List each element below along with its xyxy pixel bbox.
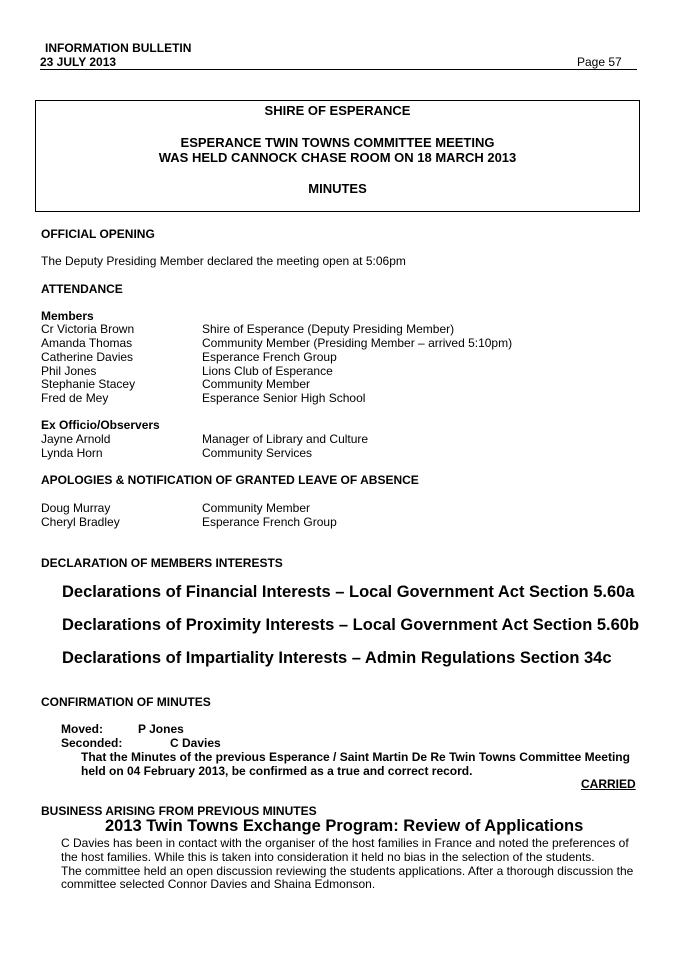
opening-text: The Deputy Presiding Member declared the meeting open at 5:06pm	[41, 254, 406, 268]
page-number: Page 57	[577, 55, 622, 69]
member-name: Cr Victoria Brown	[41, 322, 135, 336]
member-row	[41, 336, 641, 350]
observer-name: Lynda Horn	[41, 446, 103, 460]
resolution-line2: held on 04 February 2013, be confirmed as a true and correct record.	[81, 764, 473, 778]
financial-interests-heading: Declarations of Financial Interests – Local Government Act Section 5.60a	[62, 583, 635, 601]
apology-role: Community Member	[202, 501, 311, 515]
observer-name: Jayne Arnold	[41, 432, 111, 446]
member-role: Community Member (Presiding Member – arrived 5:10pm)	[202, 336, 513, 350]
member-name: Catherine Davies	[41, 350, 134, 364]
header-rule	[40, 69, 637, 70]
proximity-interests-heading: Declarations of Proximity Interests – Local Government Act Section 5.60b	[62, 616, 640, 634]
meeting-title-line2: WAS HELD CANNOCK CHASE ROOM ON 18 MARCH 2013	[158, 150, 517, 165]
observers-heading: Ex Officio/Observers	[41, 418, 160, 432]
member-role: Esperance Senior High School	[202, 391, 366, 405]
meeting-title-line1: ESPERANCE TWIN TOWNS COMMITTEE MEETING	[180, 135, 495, 150]
bulletin-date: 23 JULY 2013	[40, 55, 117, 69]
organisation-name: SHIRE OF ESPERANCE	[264, 103, 411, 118]
member-row	[41, 377, 641, 391]
member-name: Phil Jones	[41, 364, 97, 378]
observer-row	[41, 432, 641, 446]
impartiality-interests-heading: Declarations of Impartiality Interests – Admin Regulations Section 34c	[62, 649, 612, 667]
member-row	[41, 364, 641, 378]
apology-role: Esperance French Group	[202, 515, 337, 529]
carried-result: CARRIED	[581, 777, 636, 791]
member-name: Amanda Thomas	[41, 336, 133, 350]
member-role: Community Member	[202, 377, 311, 391]
business-line1: C Davies has been in contact with the organiser of the host families in France and noted the preferences of	[61, 836, 629, 850]
seconded-label: Seconded:	[61, 736, 123, 750]
business-subheading: 2013 Twin Towns Exchange Program: Review of Applications	[105, 817, 584, 835]
apology-name: Doug Murray	[41, 501, 111, 515]
business-line4: committee selected Connor Davies and Shaina Edmonson.	[61, 877, 376, 891]
apology-row	[41, 515, 641, 529]
member-row	[41, 350, 641, 364]
apologies-heading: APOLOGIES & NOTIFICATION OF GRANTED LEAVE OF ABSENCE	[41, 473, 419, 487]
seconded-by: C Davies	[170, 736, 221, 750]
member-row	[41, 322, 641, 336]
moved-by: P Jones	[138, 722, 184, 736]
minutes-title: MINUTES	[308, 181, 367, 196]
observer-role: Manager of Library and Culture	[202, 432, 369, 446]
observer-role: Community Services	[202, 446, 313, 460]
resolution-line1: That the Minutes of the previous Esperance / Saint Martin De Re Twin Towns Committee Meeting	[81, 750, 630, 764]
title-box	[35, 100, 640, 212]
apology-row	[41, 501, 641, 515]
opening-heading: OFFICIAL OPENING	[41, 227, 155, 241]
attendance-heading: ATTENDANCE	[41, 282, 123, 296]
member-name: Fred de Mey	[41, 391, 109, 405]
member-row	[41, 391, 641, 405]
confirmation-heading: CONFIRMATION OF MINUTES	[41, 695, 211, 709]
moved-label: Moved:	[61, 722, 103, 736]
observer-row	[41, 446, 641, 460]
bulletin-title: INFORMATION BULLETIN	[45, 41, 192, 55]
apology-name: Cheryl Bradley	[41, 515, 120, 529]
member-role: Shire of Esperance (Deputy Presiding Member)	[202, 322, 455, 336]
member-role: Lions Club of Esperance	[202, 364, 333, 378]
declarations-heading: DECLARATION OF MEMBERS INTERESTS	[41, 556, 283, 570]
business-line3: The committee held an open discussion reviewing the students applications. After a thorough discussion the	[61, 864, 634, 878]
member-name: Stephanie Stacey	[41, 377, 136, 391]
business-heading: BUSINESS ARISING FROM PREVIOUS MINUTES	[41, 804, 317, 818]
members-heading: Members	[41, 309, 94, 323]
member-role: Esperance French Group	[202, 350, 337, 364]
business-line2: the host families. While this is taken into consideration it held no bias in the selection of the students.	[61, 850, 595, 864]
